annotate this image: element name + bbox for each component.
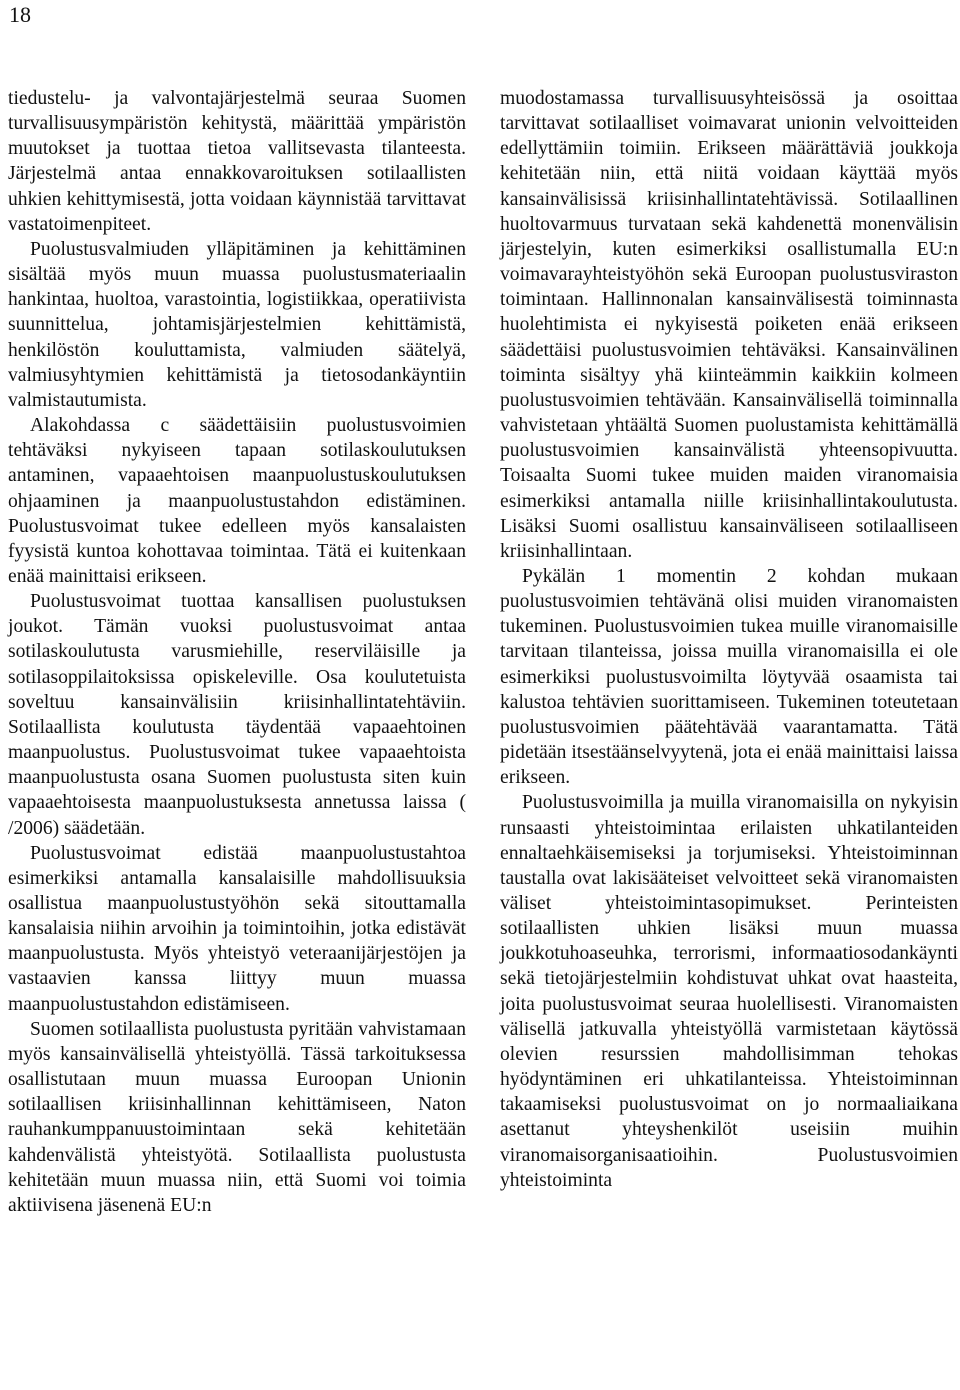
left-column [8,86,466,1218]
left-paragraph-3: Alakohdassa c säädettäisiin puolustusvoimien tehtäväksi nykyiseen tapaan sotilaskoulutuksen antaminen, vapaaehtoisen maanpuolustuskoulutuksen ohjaaminen ja maanpuolustustahdon edistäminen. Puolustusvoimat tukee edelleen myös kansalaisten fyysistä kuntoa kohottavaa toimintaa. Tätä ei kuitenkaan enää mainittaisi erikseen. [8,415,466,587]
right-paragraph-2: Pykälän 1 momentin 2 kohdan mukaan puolustusvoimien tehtävänä olisi muiden viranomaisten tukeminen. Puolustusvoimien tukea muille viranomaisille tarvitaan tilanteissa, joissa muilla viranomaisilla ei ole esimerkiksi puolustusvoimilta löytyvää osaamista tai kalustoa tehtävien suorittamiseen. Tukeminen toteutetaan puolustusvoimien päätehtävää vaarantamatta. Tätä pidetään itsestäänselvyytenä, jota ei enää mainittaisi laissa erikseen. [500,565,958,789]
right-column [500,86,958,1193]
left-paragraph-5: Puolustusvoimat edistää maanpuolustustahtoa esimerkiksi antamalla kansalaisille mahdollisuuksia osallistua maanpuolustustyöhön sekä sitouttamalla kansalaisia niihin arvoihin ja toimintoihin, jotka edistävät maanpuolustusta. Myös yhteistyö veteraanijärjestöjen ja vastaavien kanssa liittyy muun muassa maanpuolustustahdon edistämiseen. [8,842,466,1015]
left-paragraph-6: Suomen sotilaallista puolustusta pyritään vahvistamaan myös kansainvälisellä yhteistyöllä. Tässä tarkoituksessa osallistutaan muun muassa Euroopan Unionin sotilaallisen kriisinhallinnan kehittämiseen, Naton rauhankumppanuustoimintaan sekä kehitetään kahdenvälistä yhteistyötä. Sotilaallista puolustusta kehitetään muun muassa niin, että Suomi voi toimia aktiivisena jäsenenä EU:n [8,1018,466,1216]
left-paragraph-1: tiedustelu- ja valvontajärjestelmä seuraa Suomen turvallisuusympäristön kehitystä, määrittää ympäristön muutokset ja tuottaa tietoa vallitsevasta tilanteesta. Järjestelmä antaa ennakkovaroituksen sotilaallisten uhkien kehittymisestä, jotta voidaan käynnistää tarvittavat vastatoimenpiteet. [8,88,466,235]
left-paragraph-2: Puolustusvalmiuden ylläpitäminen ja kehittäminen sisältää myös muun muassa puolustusmateriaalin hankintaa, huoltoa, varastointia, logistiikkaa, operatiivista suunnittelua, johtamisjärjestelmien kehittämistä, henkilöstön kouluttamista, valmiuden säätelyä, valmiusyhtymien kehittämistä ja tietosodankäyntiin valmistautumista. [8,238,466,411]
right-paragraph-3: Puolustusvoimilla ja muilla viranomaisilla on nykyisin runsaasti yhteistoimintaa erilaisten uhkatilanteiden ennaltaehkäisemiseksi ja torjumiseksi. Yhteistoiminnan taustalla ovat lakisääteiset velvoitteet sekä viranomaisten väliset yhteistoimintasopimukset. Perinteisten sotilaallisten uhkien lisäksi muun muassa joukkotuhoaseuhka, terrorismi, informaatiosodankäynti sekä tietojärjestelmiin kohdistuvat uhkat ovat haasteita, joita puolustusvoimat seuraa huolellisesti. Viranomaisten välisellä jatkuvalla yhteistyöllä varmistetaan käytössä olevien resurssien mahdollisimman tehokas hyödyntäminen eri uhkatilanteissa. Yhteistoiminnan takaamiseksi puolustusvoimat on jo normaaliaikana asettanut yhteyshenkilöt useisiin muihin viranomaisorganisaatioihin. Puolustusvoimien yhteistoiminta [500,792,958,1191]
left-paragraph-4: Puolustusvoimat tuottaa kansallisen puolustuksen joukot. Tämän vuoksi puolustusvoimat antaa sotilaskoulutusta varusmiehille, reserviläisille ja sotilasoppilaitoksissa opiskeleville. Osa koulutetuista soveltuu kansainvälisiin kriisinhallintatehtäviin. Sotilaallista koulutusta täydentää vapaaehtoinen maanpuolustus. Puolustusvoimat tukee vapaaehtoista maanpuolustusta osana Suomen puolustusta siten kuin vapaaehtoisesta maanpuolustuksesta annetussa laissa ( /2006) säädetään. [8,591,466,839]
right-paragraph-1: muodostamassa turvallisuusyhteisössä ja osoittaa tarvittavat sotilaalliset voimavarat unionin velvoitteiden edellyttämiin toimiin. Erikseen määrättäviä joukkoja kehitetään niin, että niitä voidaan käyttää myös kansainvälisissä kriisinhallintatehtävissä. Sotilaallinen huoltovarmuus turvataan sekä kahdenettä monenvälisin järjestelyin, kuten esimerkiksi osallistumalla EU:n voimavarayhteistyöhön sekä Euroopan puolustusviraston toimintaan. Hallinnonalan kansainvälisestä toiminnasta huolehtimista ei nykyisestä poiketen enää erikseen säädettäisi puolustusvoimien tehtäväksi. Kansainvälinen toiminta sisältyy yhä kiinteämmin kaikkiin kolmeen puolustusvoimien tehtävään. Kansainvälisellä toiminnalla vahvistetaan yhtäältä Suomen puolustamista kehittämällä puolustusvoimien kansainvälistä yhteensopivuutta. Toisaalta Suomi tukee muiden maiden viranomaisia esimerkiksi antamalla niille kriisinhallintakoulutusta. Lisäksi Suomi osallistuu kansainväliseen sotilaalliseen kriisinhallintaan. [500,88,958,562]
page-number: 18 [9,2,31,27]
